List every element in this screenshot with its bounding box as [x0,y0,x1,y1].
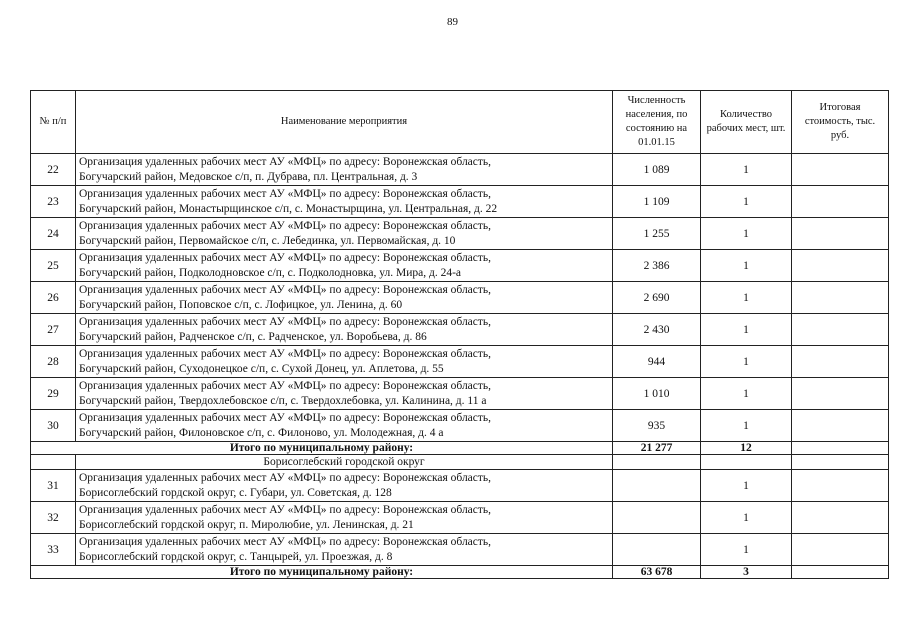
section-population-cell [613,455,701,470]
row-population-text: 2 386 [643,259,670,272]
row-name-line1: Организация удаленных рабочих мест АУ «МФЦ» по адресу: Воронежская область, [79,283,492,296]
row-workplaces-text: 1 [743,387,749,400]
row-workplaces-text: 1 [743,163,749,176]
row-name-line2: Богучарский район, Монастырщинское с/п, с. Монастырщина, ул. Центральная, д. 22 [79,202,498,215]
row-workplaces-text: 1 [743,419,749,432]
row-cost [792,250,889,282]
row-number [31,534,76,566]
row-workplaces-text: 1 [743,543,749,556]
table-row [31,470,889,502]
row-name-line1: Организация удаленных рабочих мест АУ «МФЦ» по адресу: Воронежская область, [79,219,492,232]
row-workplaces [701,470,792,502]
row-number-text: 32 [47,511,59,524]
row-cost [792,378,889,410]
row-number [31,250,76,282]
row-workplaces [701,314,792,346]
row-number [31,314,76,346]
row-number-text: 29 [47,387,59,400]
row-population-text: 2 690 [643,291,670,304]
total-row [31,442,889,455]
row-number [31,410,76,442]
table-row [31,346,889,378]
row-name-line1: Организация удаленных рабочих мест АУ «МФЦ» по адресу: Воронежская область, [79,347,492,360]
row-name [76,186,613,218]
header-workplaces: Количество рабочих мест, шт. [701,91,792,154]
row-workplaces-text: 1 [743,479,749,492]
table-body [31,154,889,579]
row-population-text: 1 010 [643,387,670,400]
row-workplaces [701,502,792,534]
row-cost [792,502,889,534]
row-name [76,470,613,502]
section-row [31,455,889,470]
report-table [30,90,889,579]
row-name-line1: Организация удаленных рабочих мест АУ «МФЦ» по адресу: Воронежская область, [79,535,492,548]
row-number [31,154,76,186]
row-population-text: 1 109 [643,195,670,208]
table-row [31,378,889,410]
row-number-text: 28 [47,355,59,368]
row-name-line1: Организация удаленных рабочих мест АУ «МФЦ» по адресу: Воронежская область, [79,503,492,516]
row-cost [792,314,889,346]
row-name-line2: Богучарский район, Поповское с/п, с. Лофицкое, ул. Ленина, д. 60 [79,298,403,311]
row-name [76,502,613,534]
row-name [76,534,613,566]
row-number [31,378,76,410]
table-header-row [31,91,889,154]
table-row [31,314,889,346]
row-population [613,314,701,346]
row-workplaces-text: 1 [743,511,749,524]
row-name-line1: Организация удаленных рабочих мест АУ «МФЦ» по адресу: Воронежская область, [79,155,492,168]
row-workplaces-text: 1 [743,355,749,368]
row-name-line2: Богучарский район, Филоновское с/п, с. Филоново, ул. Молодежная, д. 4 а [79,426,444,439]
row-name-line1: Организация удаленных рабочих мест АУ «МФЦ» по адресу: Воронежская область, [79,315,492,328]
row-population [613,154,701,186]
row-number-text: 26 [47,291,59,304]
table-row [31,502,889,534]
total-cost [792,442,889,455]
row-cost [792,534,889,566]
table-row [31,250,889,282]
row-number-text: 25 [47,259,59,272]
row-workplaces-text: 1 [743,195,749,208]
row-number [31,218,76,250]
row-name-line2: Богучарский район, Радченское с/п, с. Радченское, ул. Воробьева, д. 86 [79,330,427,343]
total-population: 63 678 [613,566,701,579]
row-population [613,534,701,566]
row-population [613,502,701,534]
row-population-text: 935 [647,419,666,432]
row-name [76,378,613,410]
table-row [31,282,889,314]
header-num: № п/п [31,91,76,154]
row-workplaces [701,346,792,378]
table-row [31,218,889,250]
row-number-text: 22 [47,163,59,176]
row-cost [792,154,889,186]
row-cost [792,186,889,218]
header-population: Численность населения, по состоянию на 01.01.15 [613,91,701,154]
row-number [31,346,76,378]
row-cost [792,282,889,314]
row-name-line2: Борисоглебский гордской округ, п. Миролюбие, ул. Ленинская, д. 21 [79,518,414,531]
section-cost-cell [792,455,889,470]
row-workplaces [701,186,792,218]
row-workplaces [701,250,792,282]
table-row [31,410,889,442]
row-name-line1: Организация удаленных рабочих мест АУ «МФЦ» по адресу: Воронежская область, [79,251,492,264]
total-label: Итого по муниципальному району: [31,566,613,579]
row-name-line2: Борисоглебский гордской округ, с. Губари, ул. Советская, д. 128 [79,486,392,499]
row-population-text: 2 430 [643,323,670,336]
row-population [613,250,701,282]
page-number: 89 [447,16,458,28]
row-population-text: 1 089 [643,163,670,176]
row-number [31,470,76,502]
row-name [76,346,613,378]
row-number-text: 24 [47,227,59,240]
row-workplaces-text: 1 [743,291,749,304]
row-workplaces [701,534,792,566]
row-population [613,470,701,502]
row-number-text: 23 [47,195,59,208]
row-workplaces [701,378,792,410]
row-name [76,282,613,314]
total-label: Итого по муниципальному району: [31,442,613,455]
row-name-line1: Организация удаленных рабочих мест АУ «МФЦ» по адресу: Воронежская область, [79,379,492,392]
total-workplaces: 12 [701,442,792,455]
row-number-text: 33 [47,543,59,556]
row-population-text: 1 255 [643,227,670,240]
row-name-line2: Богучарский район, Первомайское с/п, с. Лебединка, ул. Первомайская, д. 10 [79,234,456,247]
row-workplaces [701,218,792,250]
table-row [31,186,889,218]
table-row [31,154,889,186]
section-num-cell [31,455,76,470]
row-name-line2: Богучарский район, Суходонецкое с/п, с. Сухой Донец, ул. Аплетова, д. 55 [79,362,444,375]
table-row [31,534,889,566]
row-name [76,250,613,282]
row-name-line2: Борисоглебский гордской округ, с. Танцырей, ул. Проезжая, д. 8 [79,550,393,563]
total-workplaces: 3 [701,566,792,579]
row-name-line1: Организация удаленных рабочих мест АУ «МФЦ» по адресу: Воронежская область, [79,471,492,484]
row-number-text: 31 [47,479,59,492]
row-cost [792,346,889,378]
row-workplaces-text: 1 [743,323,749,336]
row-workplaces [701,410,792,442]
section-workplaces-cell [701,455,792,470]
row-cost [792,470,889,502]
row-population [613,186,701,218]
row-workplaces [701,154,792,186]
row-name-line2: Богучарский район, Подколодновское с/п, с. Подколодновка, ул. Мира, д. 24-а [79,266,462,279]
header-cost: Итоговая стоимость, тыс. руб. [792,91,889,154]
row-population [613,346,701,378]
header-name: Наименование мероприятия [76,91,613,154]
row-cost [792,218,889,250]
row-name-line1: Организация удаленных рабочих мест АУ «МФЦ» по адресу: Воронежская область, [79,411,492,424]
row-number [31,502,76,534]
total-row [31,566,889,579]
section-title: Борисоглебский городской округ [76,455,613,470]
row-number [31,186,76,218]
row-population [613,378,701,410]
row-workplaces-text: 1 [743,259,749,272]
row-name-line1: Организация удаленных рабочих мест АУ «МФЦ» по адресу: Воронежская область, [79,187,492,200]
row-name [76,218,613,250]
row-name-line2: Богучарский район, Твердохлебовское с/п, с. Твердохлебовка, ул. Калинина, д. 11 а [79,394,487,407]
row-population [613,218,701,250]
row-cost [792,410,889,442]
row-workplaces-text: 1 [743,227,749,240]
row-workplaces [701,282,792,314]
row-name [76,314,613,346]
row-population [613,282,701,314]
row-population [613,410,701,442]
row-number-text: 30 [47,419,59,432]
row-number-text: 27 [47,323,59,336]
total-cost [792,566,889,579]
row-number [31,282,76,314]
row-population-text: 944 [647,355,666,368]
row-name-line2: Богучарский район, Медовское с/п, п. Дубрава, пл. Центральная, д. 3 [79,170,418,183]
total-population: 21 277 [613,442,701,455]
row-name [76,410,613,442]
row-name [76,154,613,186]
